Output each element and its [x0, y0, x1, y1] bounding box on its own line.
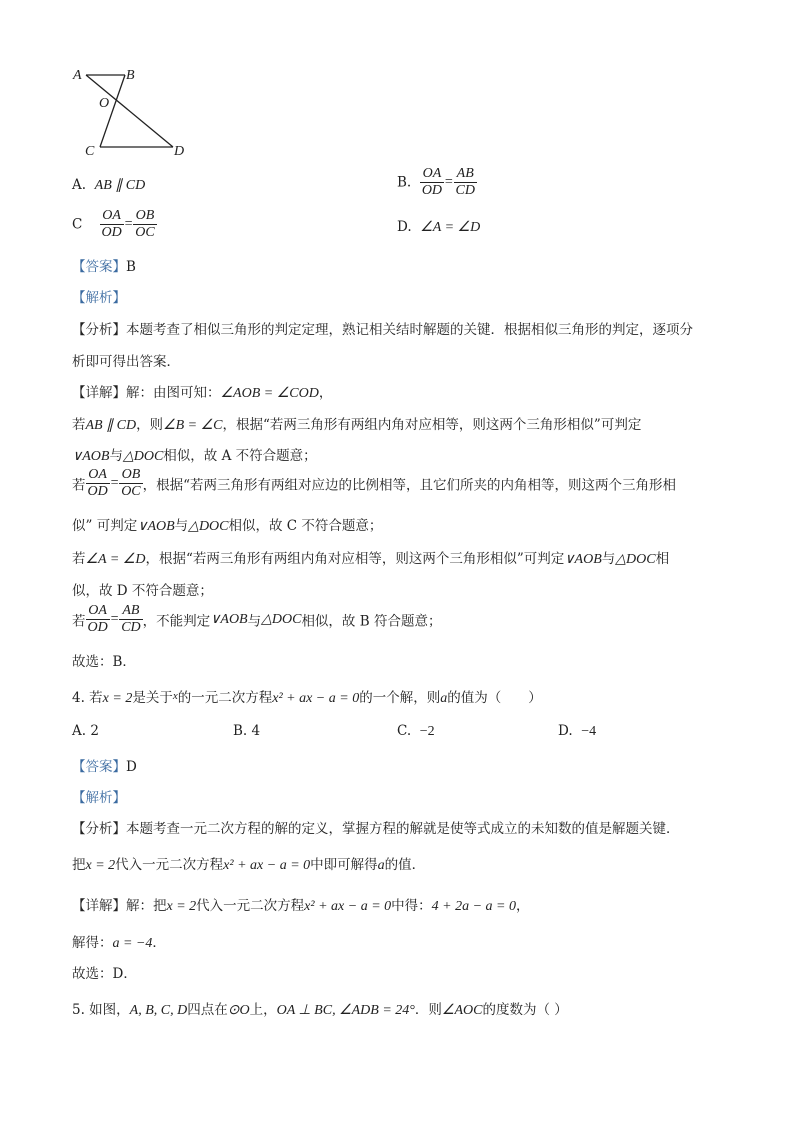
- q5-stem: 5. 如图，A, B, C, D四点在⊙O上，OA ⊥ BC, ∠ADB = 24°．则∠AOC的度数为（ ）: [72, 1002, 568, 1018]
- q4-fenxi-line2: 把x = 2代入一元二次方程x² + ax − a = 0中即可解得a的值．: [72, 857, 426, 873]
- label-b: B: [126, 68, 135, 83]
- q4-option-c: C. −2: [397, 723, 435, 739]
- q4-option-b: B. 4: [233, 723, 261, 739]
- option-d: D. ∠A = ∠D: [397, 219, 481, 235]
- q3-detail-intro: 【详解】解：由图可知：∠AOB = ∠COD，: [72, 385, 333, 401]
- q3-fenxi: 【分析】本题考查了相似三角形的判定定理，熟记相关结时解题的关键．根据相似三角形的判定，逐项分: [72, 322, 693, 338]
- geometry-figure: [70, 62, 200, 162]
- q3-analysis-tag: 【解析】: [72, 290, 126, 306]
- label-o: O: [99, 96, 110, 111]
- segment-bc: [100, 75, 125, 147]
- q3-option-b-reason: 若 $\frac{OA}{OD}$ = $\frac{AB}{CD}$ ，不能判定∨AOB与△DOC相似，故 B 符合题意；: [72, 603, 442, 635]
- q3-option-d-reason-line2: 似，故 D 不符合题意；: [72, 583, 213, 599]
- q3-option-c-reason-line2: 似” 可判定∨AOB与△DOC相似，故 C 不符合题意；: [72, 518, 383, 534]
- label-c: C: [85, 144, 95, 159]
- q4-solve: 解得：a = −4．: [72, 935, 166, 951]
- q4-answer: 【答案】D: [72, 759, 137, 775]
- q4-detail: 【详解】解：把x = 2代入一元二次方程x² + ax − a = 0中得：4 + 2a − a = 0，: [72, 898, 530, 914]
- label-a: A: [73, 68, 82, 83]
- q4-choose: 故选：D．: [72, 966, 137, 982]
- q4-analysis-tag: 【解析】: [72, 790, 126, 806]
- option-a: A. AB ∥ CD: [72, 177, 146, 193]
- q3-option-a-reason-line2: ∨AOB与△DOC相似，故 A 不符合题意；: [72, 448, 317, 464]
- q3-choose: 故选：B．: [72, 654, 136, 670]
- q4-option-d: D. −4: [558, 723, 597, 739]
- q3-option-c-reason: 若 $\frac{OA}{OD}$ = $\frac{OB}{OC}$ ，根据“若两三角形有两组对应边的比例相等，且它们所夹的内角相等，则这两个三角形相: [72, 467, 677, 499]
- q3-option-a-reason: 若AB ∥ CD，则∠B = ∠C，根据“若两三角形有两组内角对应相等，则这两个三角形相似”可判定: [72, 417, 642, 433]
- q3-answer: 【答案】B: [72, 259, 136, 275]
- option-b: B. $\frac{OA}{OD}$ = $\frac{AB}{CD}$: [397, 166, 475, 198]
- q3-option-d-reason: 若∠A = ∠D，根据“若两三角形有两组内角对应相等，则这两个三角形相似”可判定∨AOB与△DOC相: [72, 551, 670, 567]
- q4-fenxi: 【分析】本题考查一元二次方程的解的定义，掌握方程的解就是使等式成立的未知数的值是解题关键．: [72, 821, 680, 837]
- q4-option-a: A. 2: [72, 723, 99, 739]
- q4-stem: 4. 若x = 2是关于$^x$的一元二次方程x² + ax − a = 0的一个解，则a的值为（ ）: [72, 690, 542, 706]
- label-d: D: [174, 144, 185, 159]
- segment-ad: [86, 75, 173, 147]
- option-c: C $\frac{OA}{OD}$ = $\frac{OB}{OC}$: [72, 208, 155, 240]
- q3-fenxi-line2: 析即可得出答案．: [72, 354, 180, 370]
